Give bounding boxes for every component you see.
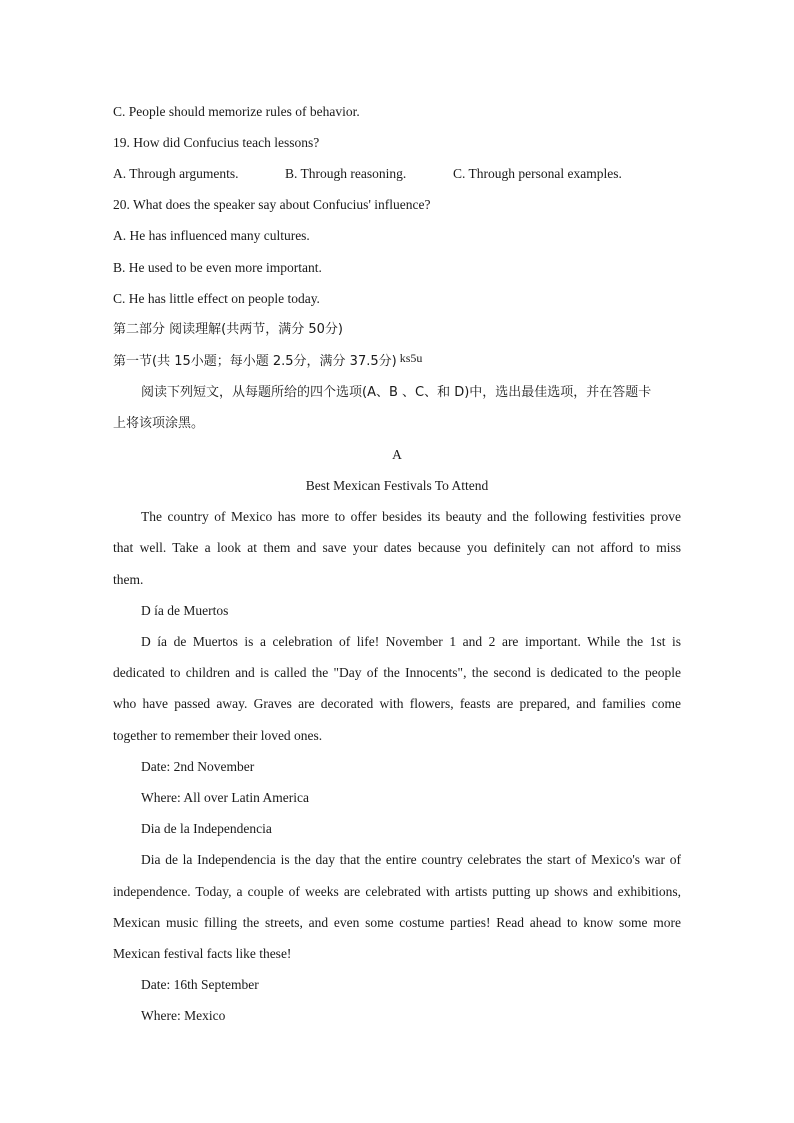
watermark-text: ks5u [399, 351, 423, 365]
fest1-line-4: together to remember their loved ones. [113, 728, 323, 743]
q20-question: 20. What does the speaker say about Confucius' influence? [113, 197, 431, 212]
q19-question: 19. How did Confucius teach lessons? [113, 135, 320, 150]
instruction-line-2: 上将该项涂黑。 [113, 416, 205, 431]
fest1-name: D ía de Muertos [141, 603, 229, 618]
q19-option-c: C. Through personal examples. [453, 166, 622, 181]
fest1-line-2: dedicated to children and is called the "Day of the Innocents", the second is dedicated to the people [113, 665, 681, 680]
q19-option-a: A. Through arguments. [113, 166, 239, 181]
fest1-date: Date: 2nd November [141, 759, 255, 774]
fest2-line-1: Dia de la Independencia is the day that the entire country celebrates the start of Mexico's war of [141, 852, 681, 867]
fest1-line-1: D ía de Muertos is a celebration of life! November 1 and 2 are important. While the 1st is [141, 634, 681, 649]
fest2-name: Dia de la Independencia [141, 821, 272, 836]
fest2-line-3: Mexican music filling the streets, and even some costume parties! Read ahead to know some more [113, 915, 681, 930]
fest2-line-4: Mexican festival facts like these! [113, 946, 292, 961]
intro-line-3: them. [113, 572, 144, 587]
instruction-line-1: 阅读下列短文，从每题所给的四个选项(A、B 、C、和 D)中，选出最佳选项，并在答题卡 [141, 385, 652, 400]
q18-option-c: C. People should memorize rules of behavior. [113, 104, 360, 119]
fest2-where: Where: Mexico [141, 1008, 226, 1023]
intro-line-2: that well. Take a look at them and save your dates because you definitely can not afford to miss [113, 540, 681, 555]
fest2-line-2: independence. Today, a couple of weeks are celebrated with artists putting up shows and exhibitions, [113, 884, 681, 899]
q20-option-a: A. He has influenced many cultures. [113, 228, 310, 243]
fest2-date: Date: 16th September [141, 977, 259, 992]
q20-option-b: B. He used to be even more important. [113, 260, 322, 275]
q19-option-b: B. Through reasoning. [285, 166, 407, 181]
q20-option-c: C. He has little effect on people today. [113, 291, 320, 306]
section1-heading-row [113, 352, 422, 371]
fest1-line-3: who have passed away. Graves are decorated with flowers, feasts are prepared, and families come [113, 696, 681, 711]
intro-line-1: The country of Mexico has more to offer besides its beauty and the following festivities prove [141, 509, 681, 524]
passage-letter: A [392, 447, 402, 462]
part2-heading: 第二部分 阅读理解(共两节，满分 50分) [113, 322, 343, 337]
passage-title: Best Mexican Festivals To Attend [305, 478, 489, 493]
fest1-where: Where: All over Latin America [141, 790, 309, 805]
section1-heading: 第一节(共 15小题；每小题 2.5分，满分 37.5分) [113, 354, 397, 369]
